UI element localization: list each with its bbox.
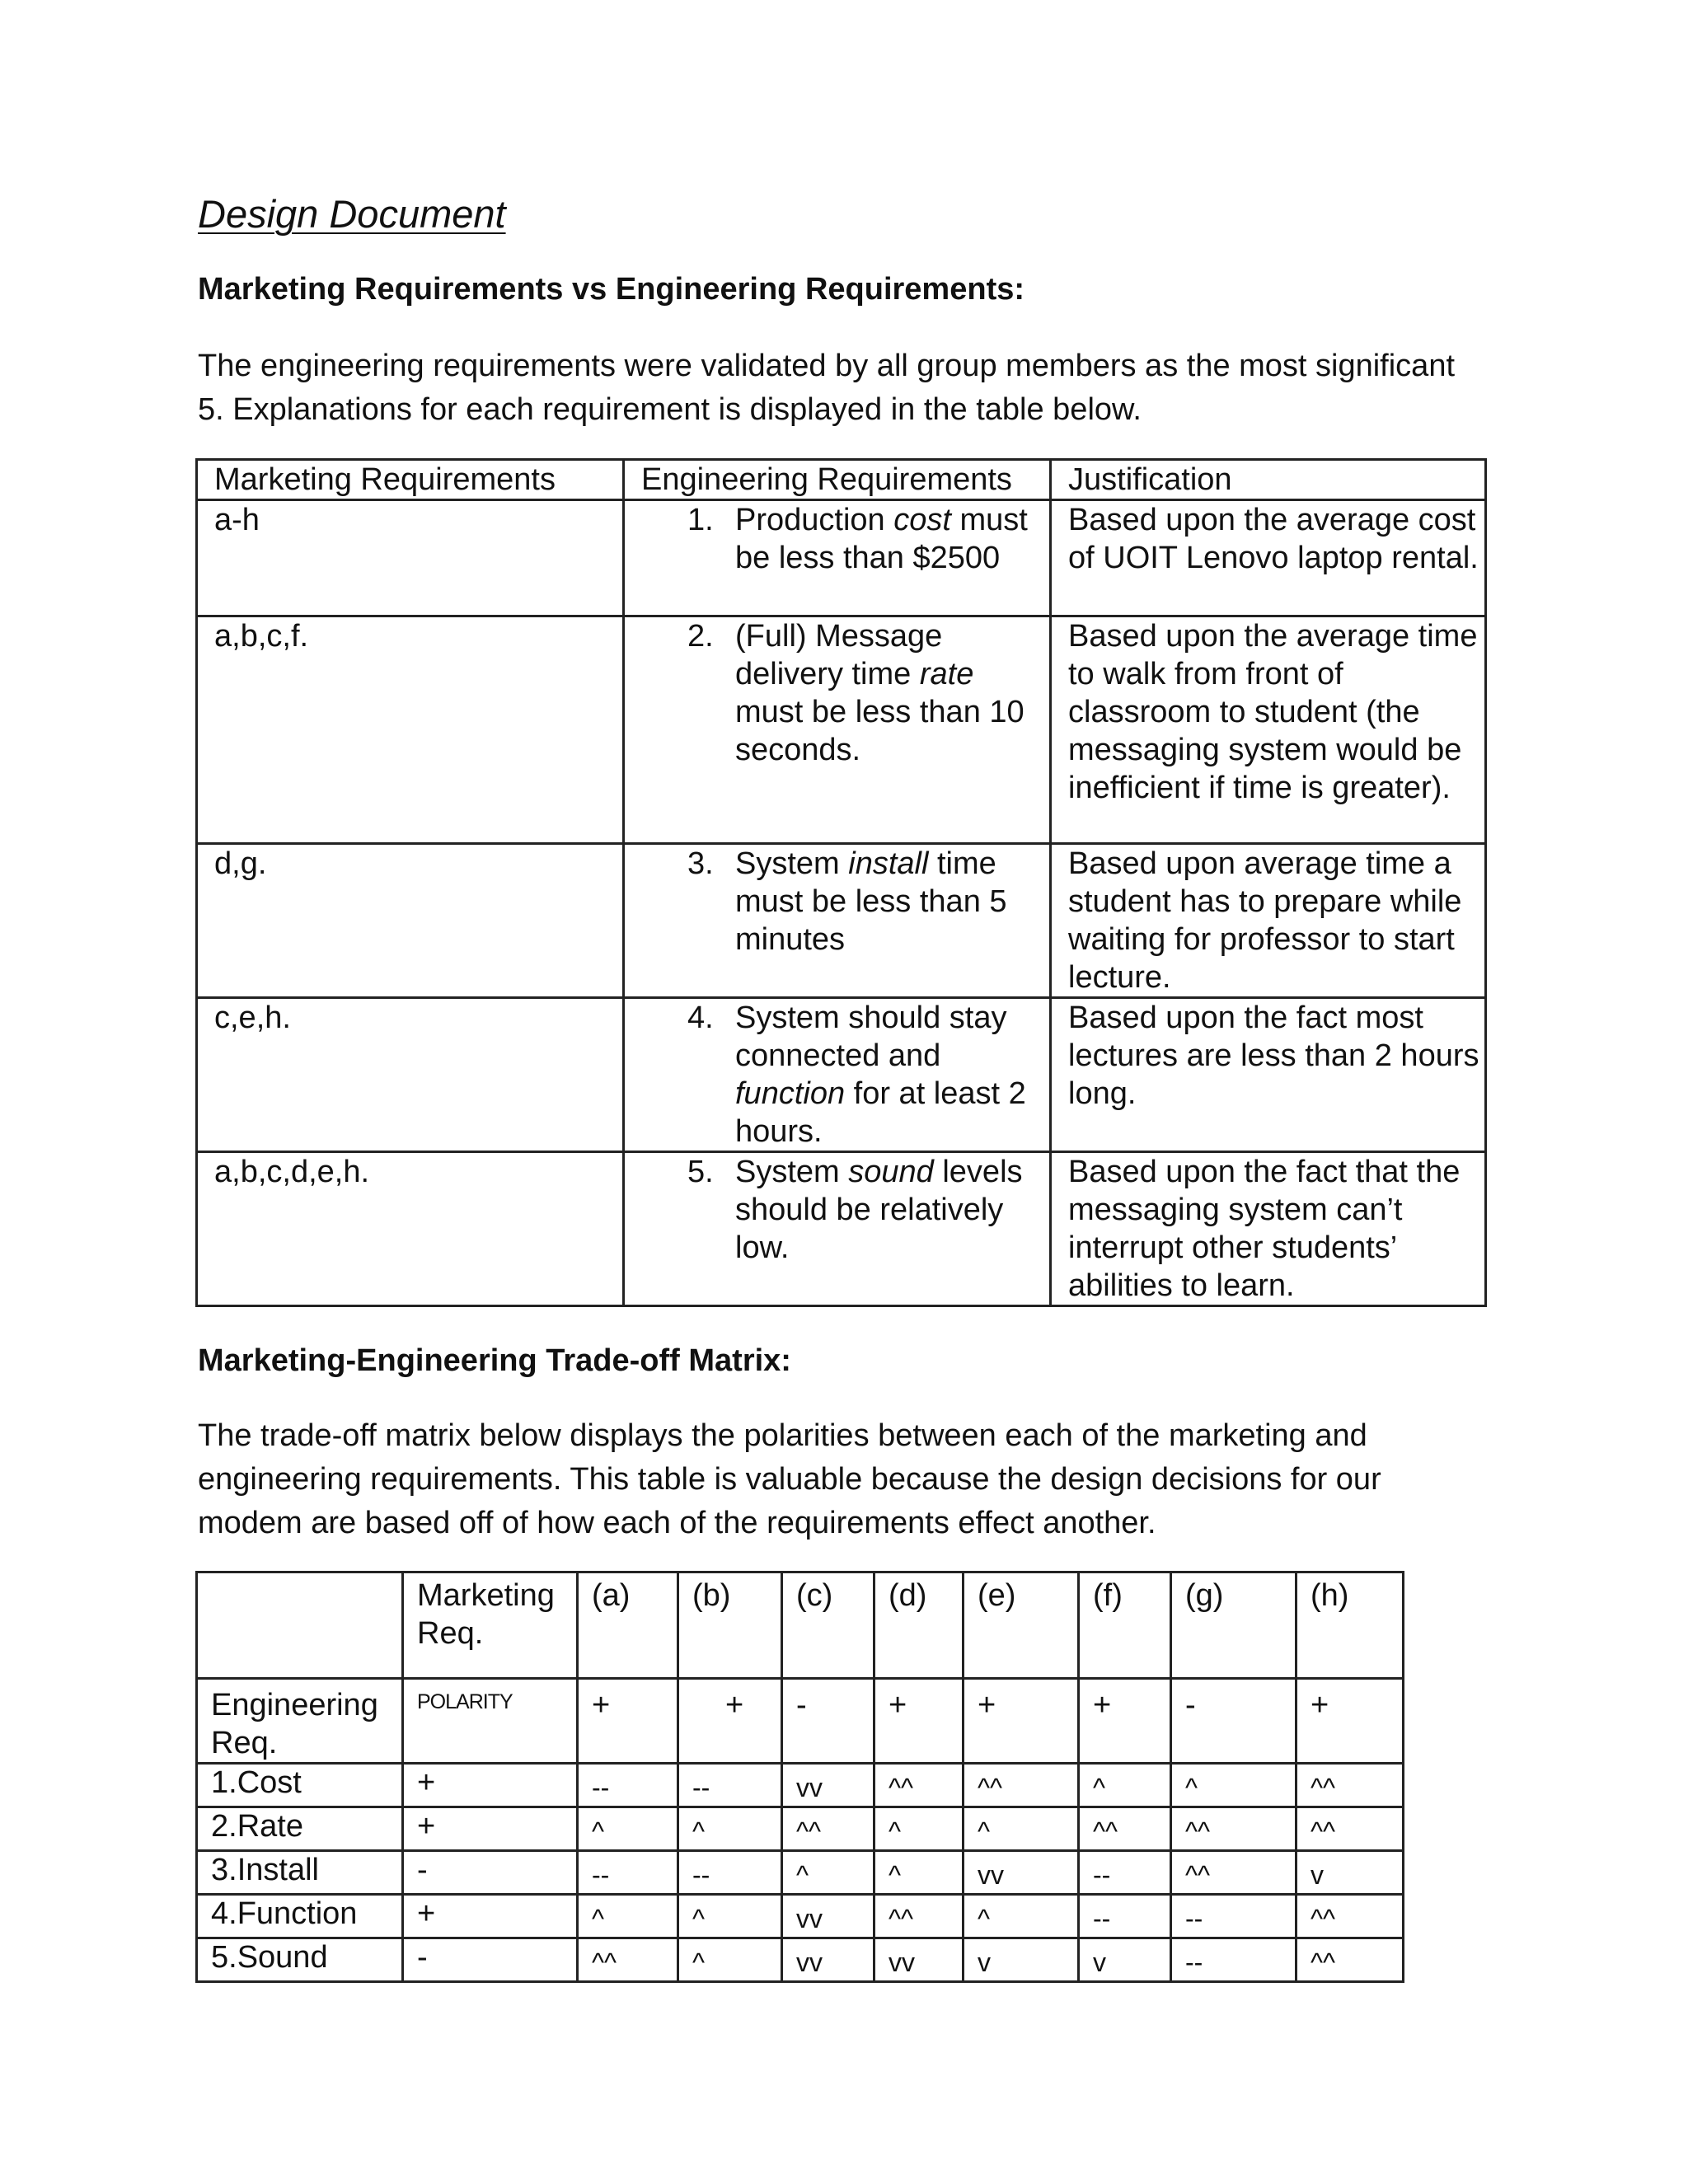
- matrix-cell: vv: [964, 1851, 1079, 1895]
- matrix-header-row: [197, 1572, 1404, 1679]
- justification-cell: Based upon the fact that the messaging system can’t interrupt other students’ abilities to learn.: [1051, 1152, 1486, 1306]
- matrix-corner-cell: [197, 1572, 403, 1679]
- column-header-c: (c): [782, 1572, 874, 1679]
- marketing-cell: a,b,c,f.: [197, 616, 624, 844]
- matrix-cell: ^^: [1296, 1895, 1404, 1938]
- matrix-cell: ^: [678, 1895, 782, 1938]
- column-header-d: (d): [874, 1572, 964, 1679]
- requirements-table-header-row: [197, 460, 1486, 500]
- matrix-cell: v: [964, 1938, 1079, 1982]
- column-header-h: (h): [1296, 1572, 1404, 1679]
- eng-text-after: levels should be relatively low.: [735, 1155, 1023, 1265]
- document-title: Design Document: [198, 192, 506, 236]
- matrix-cell: ^^: [578, 1938, 678, 1982]
- marketing-cell: a,b,c,d,e,h.: [197, 1152, 624, 1306]
- engineering-cell: [624, 844, 1051, 998]
- table-row: [197, 1807, 1404, 1851]
- matrix-cell: ^: [874, 1851, 964, 1895]
- table-row: [197, 500, 1486, 616]
- row-polarity: +: [403, 1807, 578, 1851]
- requirements-table: [195, 458, 1487, 1307]
- matrix-cell: ^: [782, 1851, 874, 1895]
- matrix-cell: v: [1079, 1938, 1171, 1982]
- row-label: 2.Rate: [197, 1807, 403, 1851]
- matrix-cell: ^^: [874, 1764, 964, 1807]
- matrix-cell: ^: [678, 1807, 782, 1851]
- eng-text-emphasis: function: [735, 1076, 846, 1111]
- justification-cell: Based upon average time a student has to prepare while waiting for professor to start lecture.: [1051, 844, 1486, 998]
- matrix-cell: ^: [874, 1807, 964, 1851]
- eng-text-emphasis: sound: [848, 1155, 934, 1189]
- eng-text-after: time must be less than 5 minutes: [735, 846, 1007, 957]
- matrix-cell: --: [678, 1851, 782, 1895]
- matrix-cell: ^: [1079, 1764, 1171, 1807]
- matrix-cell: ^^: [1296, 1764, 1404, 1807]
- matrix-cell: vv: [782, 1764, 874, 1807]
- matrix-cell: ^: [678, 1938, 782, 1982]
- column-polarity: +: [964, 1679, 1079, 1764]
- table-row: [197, 998, 1486, 1152]
- eng-text-before: System should stay connected and: [735, 1001, 1007, 1073]
- matrix-cell: v: [1296, 1851, 1404, 1895]
- engineering-cell: [624, 998, 1051, 1152]
- matrix-cell: vv: [874, 1938, 964, 1982]
- engineering-cell: [624, 616, 1051, 844]
- section-heading-matrix: Marketing-Engineering Trade-off Matrix:: [198, 1343, 791, 1378]
- column-polarity: +: [678, 1679, 782, 1764]
- justification-cell: Based upon the average cost of UOIT Lenovo laptop rental.: [1051, 500, 1486, 616]
- matrix-cell: --: [578, 1764, 678, 1807]
- row-polarity: -: [403, 1851, 578, 1895]
- matrix-cell: vv: [782, 1938, 874, 1982]
- column-polarity: +: [874, 1679, 964, 1764]
- column-polarity: -: [782, 1679, 874, 1764]
- engineering-cell: [624, 500, 1051, 616]
- row-polarity: +: [403, 1895, 578, 1938]
- header-marketing-requirements: Marketing Requirements: [197, 460, 624, 500]
- marketing-cell: c,e,h.: [197, 998, 624, 1152]
- matrix-cell: ^^: [1171, 1851, 1296, 1895]
- eng-text-after: must be less than 10 seconds.: [735, 695, 1025, 767]
- eng-text-before: (Full) Message delivery time: [735, 619, 943, 691]
- table-row: [197, 1895, 1404, 1938]
- justification-cell: Based upon the fact most lectures are less than 2 hours long.: [1051, 998, 1486, 1152]
- engineering-cell: [624, 1152, 1051, 1306]
- column-polarity: -: [1171, 1679, 1296, 1764]
- item-number: 4.: [687, 1001, 714, 1035]
- matrix-cell: ^: [578, 1807, 678, 1851]
- matrix-cell: ^^: [1296, 1807, 1404, 1851]
- matrix-cell: vv: [782, 1895, 874, 1938]
- eng-text-after: must be less than $2500: [735, 503, 1028, 575]
- matrix-cell: --: [1079, 1851, 1171, 1895]
- matrix-cell: ^^: [1171, 1807, 1296, 1851]
- column-polarity: +: [1079, 1679, 1171, 1764]
- eng-text-before: System: [735, 846, 849, 881]
- row-label: 3.Install: [197, 1851, 403, 1895]
- matrix-cell: ^: [1171, 1764, 1296, 1807]
- column-header-b: (b): [678, 1572, 782, 1679]
- eng-text-emphasis: install: [848, 846, 929, 881]
- column-polarity: +: [578, 1679, 678, 1764]
- matrix-cell: --: [1079, 1895, 1171, 1938]
- item-number: 1.: [687, 503, 714, 537]
- tradeoff-matrix: [195, 1571, 1404, 1983]
- section-heading-requirements: Marketing Requirements vs Engineering Requirements:: [198, 272, 1025, 307]
- polarity-label: POLARITY: [403, 1679, 578, 1764]
- eng-text-before: System: [735, 1155, 849, 1189]
- item-number: 2.: [687, 619, 714, 654]
- table-row: [197, 1152, 1486, 1306]
- eng-text-emphasis: rate: [919, 657, 974, 691]
- column-polarity: +: [1296, 1679, 1404, 1764]
- matrix-cell: ^^: [1079, 1807, 1171, 1851]
- marketing-cell: d,g.: [197, 844, 624, 998]
- table-row: [197, 1851, 1404, 1895]
- column-header-f: (f): [1079, 1572, 1171, 1679]
- marketing-req-label: Marketing Req.: [403, 1572, 578, 1679]
- engineering-req-label: Engineering Req.: [197, 1679, 403, 1764]
- header-justification: Justification: [1051, 460, 1486, 500]
- table-row: [197, 1938, 1404, 1982]
- column-header-e: (e): [964, 1572, 1079, 1679]
- matrix-cell: ^^: [964, 1764, 1079, 1807]
- matrix-cell: ^: [964, 1807, 1079, 1851]
- item-number: 5.: [687, 1155, 714, 1189]
- matrix-cell: --: [578, 1851, 678, 1895]
- section-paragraph-matrix: The trade-off matrix below displays the polarities between each of the marketing and engineering requirements. This table is valuable because the design decisions for our modem are based off of how each of the requirements effect another.: [198, 1418, 1381, 1540]
- eng-text-before: Production: [735, 503, 894, 537]
- matrix-cell: ^^: [874, 1895, 964, 1938]
- eng-text-emphasis: cost: [893, 503, 951, 537]
- matrix-cell: --: [1171, 1895, 1296, 1938]
- eng-text-after: for at least 2 hours.: [735, 1076, 1026, 1149]
- justification-cell: Based upon the average time to walk from front of classroom to student (the messaging system would be inefficient if time is greater).: [1051, 616, 1486, 844]
- matrix-cell: ^^: [782, 1807, 874, 1851]
- table-row: [197, 616, 1486, 844]
- row-label: 1.Cost: [197, 1764, 403, 1807]
- section-paragraph-requirements: The engineering requirements were validated by all group members as the most significant 5. Explanations for each requirement is displayed in the table below.: [198, 349, 1456, 427]
- table-row: [197, 1764, 1404, 1807]
- table-row: [197, 844, 1486, 998]
- row-label: 5.Sound: [197, 1938, 403, 1982]
- column-header-a: (a): [578, 1572, 678, 1679]
- column-header-g: (g): [1171, 1572, 1296, 1679]
- row-label: 4.Function: [197, 1895, 403, 1938]
- matrix-cell: --: [1171, 1938, 1296, 1982]
- item-number: 3.: [687, 846, 714, 881]
- matrix-polarity-row: [197, 1679, 1404, 1764]
- matrix-cell: ^: [964, 1895, 1079, 1938]
- header-engineering-requirements: Engineering Requirements: [624, 460, 1051, 500]
- matrix-cell: ^^: [1296, 1938, 1404, 1982]
- marketing-cell: a-h: [197, 500, 624, 616]
- row-polarity: +: [403, 1764, 578, 1807]
- row-polarity: -: [403, 1938, 578, 1982]
- matrix-cell: ^: [578, 1895, 678, 1938]
- matrix-cell: --: [678, 1764, 782, 1807]
